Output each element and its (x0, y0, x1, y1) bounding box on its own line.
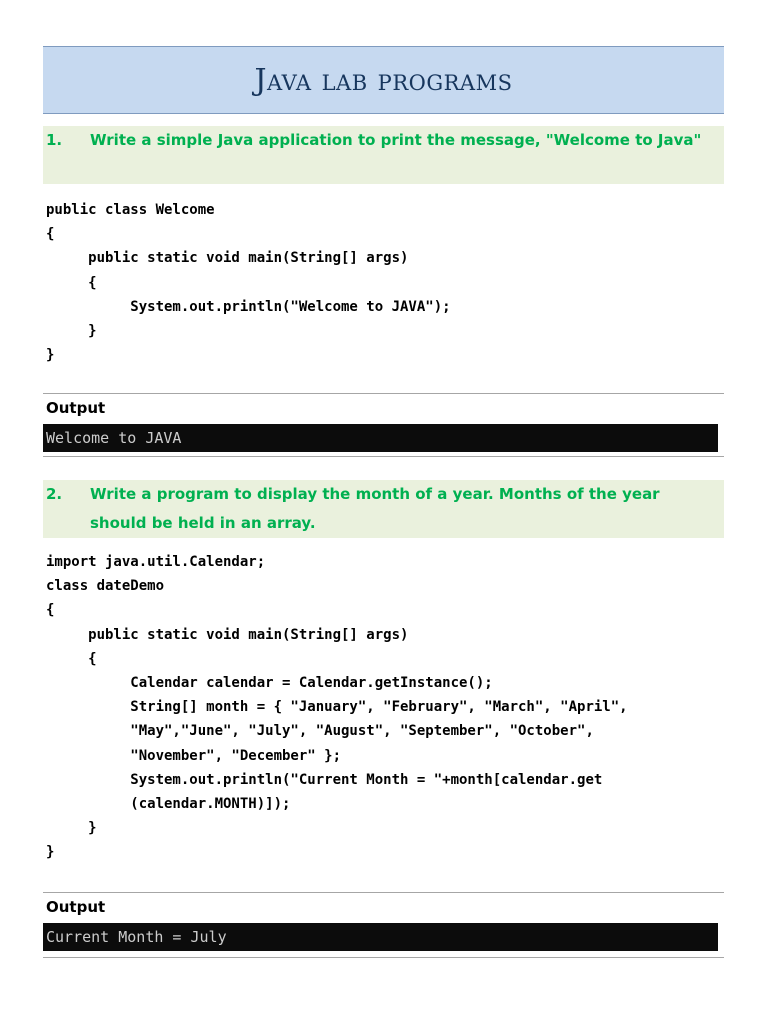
output-label: Output (46, 898, 106, 916)
divider (43, 892, 724, 893)
question-number: 1. (46, 131, 63, 149)
console-output-2: Current Month = July (43, 923, 718, 951)
question-text: Write a program to display the month of a year. Months of the year should be held in an array. (90, 485, 660, 532)
page-title-banner (43, 46, 724, 114)
question-text: Write a simple Java application to print the message, "Welcome to Java" (90, 131, 702, 149)
code-block-1: public class Welcome { public static void main(String[] args) { System.out.println("Welcome to JAVA"); } } (46, 202, 451, 364)
code-block-2: import java.util.Calendar; class dateDemo { public static void main(String[] args) { Calendar calendar = Calendar.getInstance(); String[] month = { "January", "February", "March", "April", "May","June", "July", "August", "September", "October", "November", "December" }; System.out.println("Current Month = "+month[calendar.get (calendar.MONTH)]); } } (46, 554, 628, 861)
question-1 (43, 126, 724, 184)
divider (43, 456, 724, 457)
question-2 (43, 480, 724, 538)
console-output-1: Welcome to JAVA (43, 424, 718, 452)
divider (43, 393, 724, 394)
page-title: Java lab programs (254, 62, 513, 98)
output-label: Output (46, 399, 106, 417)
divider (43, 957, 724, 958)
question-number: 2. (46, 485, 63, 503)
